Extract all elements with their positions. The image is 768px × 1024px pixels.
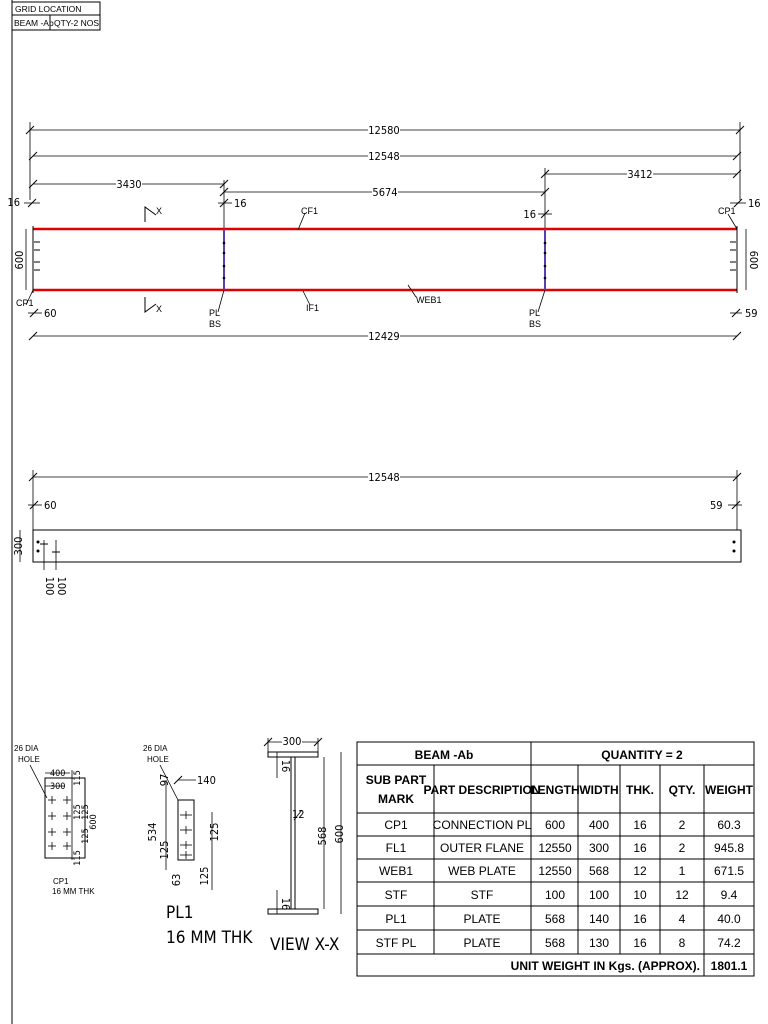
dim-left-bay: 3430 — [116, 178, 142, 191]
xx-bottom-flange — [268, 909, 318, 914]
bom-table — [357, 742, 754, 976]
dim-flange-length: 12548 — [368, 150, 400, 163]
xx-dim-web-thk: 12 — [292, 808, 305, 821]
svg-text:9.4: 9.4 — [720, 888, 738, 902]
xx-dim-bot-thk: 16 — [279, 897, 292, 911]
svg-text:100: 100 — [544, 888, 566, 902]
beam-mark-label: BEAM -Ab — [14, 18, 54, 28]
cp1-caption-2: 16 MM THK — [52, 887, 95, 896]
pl1-detail — [143, 744, 253, 948]
header-sub-part-1: SUB PART — [365, 773, 427, 787]
label-web1: WEB1 — [416, 295, 442, 305]
table-row — [376, 936, 741, 950]
pl1-dim-width: 140 — [197, 774, 216, 787]
cp1-dim-v2: 125 — [73, 804, 83, 820]
label-cf1: CF1 — [301, 206, 319, 216]
section-marker-top — [145, 207, 156, 222]
svg-text:WEB1: WEB1 — [378, 864, 414, 878]
flange-plate — [33, 530, 741, 562]
svg-text:16: 16 — [633, 912, 647, 926]
cp1-detail — [14, 744, 99, 896]
dim-stf-right: 16 — [523, 208, 536, 221]
svg-text:1: 1 — [678, 864, 686, 878]
label-cp1-bottom: CP1 — [16, 298, 34, 308]
header-weight: WEIGHT — [705, 783, 753, 797]
table-row — [385, 912, 741, 926]
dim-overall: 12580 — [368, 124, 400, 137]
flange-dim-right-end: 59 — [710, 499, 723, 512]
svg-text:12550: 12550 — [538, 841, 572, 855]
svg-text:10: 10 — [633, 888, 647, 902]
section-marker-bottom — [145, 297, 156, 312]
beam-elevation — [16, 206, 737, 329]
pl1-dim-d6: 125 — [198, 866, 211, 886]
svg-text:CONNECTION PL: CONNECTION PL — [432, 818, 532, 832]
svg-text:300: 300 — [588, 841, 610, 855]
pl1-caption-1: PL1 — [166, 903, 194, 923]
svg-text:12550: 12550 — [538, 864, 572, 878]
svg-text:100: 100 — [588, 888, 610, 902]
svg-text:568: 568 — [588, 864, 610, 878]
cp1-bolt-grid — [48, 796, 71, 850]
dim-bottom-right: 59 — [745, 307, 758, 320]
cp1-caption-1: CP1 — [53, 877, 69, 886]
svg-text:4: 4 — [678, 912, 686, 926]
svg-text:WEB PLATE: WEB PLATE — [448, 864, 516, 878]
dim-stf-left: 16 — [234, 197, 247, 210]
flange-plan-view — [12, 470, 742, 595]
svg-text:FL1: FL1 — [385, 841, 407, 855]
cp1-dim-w2: 300 — [50, 782, 66, 792]
dim-depth-right: 600 — [747, 250, 760, 270]
end-plate-bolts-left — [34, 242, 40, 270]
flange-dim-left-end: 60 — [44, 499, 57, 512]
svg-text:2: 2 — [678, 818, 686, 832]
view-xx — [264, 735, 346, 955]
svg-text:16: 16 — [633, 818, 647, 832]
cp1-dim-v6: 115 — [73, 850, 83, 866]
svg-text:16: 16 — [633, 936, 647, 950]
header-length: LENGTH — [530, 783, 580, 797]
cp1-dim-v1: 115 — [73, 770, 83, 786]
svg-text:568: 568 — [544, 936, 566, 950]
label-cp1-top: CP1 — [718, 206, 736, 216]
svg-text:12: 12 — [675, 888, 689, 902]
xx-web — [291, 757, 295, 909]
dim-end-left: 16 — [7, 196, 20, 209]
table-beam-title: BEAM -Ab — [414, 748, 474, 762]
svg-text:671.5: 671.5 — [713, 864, 745, 878]
svg-text:12: 12 — [633, 864, 647, 878]
svg-text:945.8: 945.8 — [713, 841, 745, 855]
table-footer-value: 1801.1 — [710, 959, 748, 973]
pl1-caption-2: 16 MM THK — [166, 928, 253, 948]
dim-depth-left: 600 — [13, 250, 26, 270]
label-bs-right: BS — [529, 319, 542, 329]
pl1-dim-d1: 97 — [158, 773, 171, 787]
svg-text:PL1: PL1 — [385, 912, 407, 926]
dim-end-right: 16 — [748, 197, 761, 210]
pl1-bolts — [180, 811, 192, 859]
cp1-hole-label-1: 26 DIA — [14, 744, 39, 753]
pl1-hole-label-2: HOLE — [147, 755, 169, 764]
pl1-dim-d3: 125 — [158, 840, 171, 860]
dim-web-length: 12429 — [368, 330, 400, 343]
svg-text:STF: STF — [470, 888, 494, 902]
flange-dim-length: 12548 — [368, 471, 400, 484]
pl1-dim-d2: 534 — [146, 822, 159, 842]
title-block — [12, 2, 100, 30]
pl1-hole-label-1: 26 DIA — [143, 744, 168, 753]
xx-dim-overall: 600 — [333, 824, 346, 844]
dim-mid-bay: 5674 — [372, 186, 398, 199]
svg-text:130: 130 — [588, 936, 610, 950]
xx-dim-top-thk: 16 — [279, 759, 292, 773]
cp1-dim-v3: 125 — [81, 804, 91, 820]
flange-dim-edge-b: 100 — [55, 576, 68, 596]
header-width: WIDTH — [579, 783, 619, 797]
svg-text:74.2: 74.2 — [717, 936, 741, 950]
label-pl-right: PL — [529, 308, 541, 318]
label-if1: IF1 — [306, 303, 320, 313]
qty-label: QTY-2 NOS — [54, 18, 100, 28]
xx-dim-web-depth: 568 — [316, 826, 329, 846]
cp1-dim-v4: 600 — [89, 814, 99, 830]
svg-text:PLATE: PLATE — [463, 936, 501, 950]
svg-text:PLATE: PLATE — [463, 912, 501, 926]
dim-right-bay: 3412 — [627, 168, 653, 181]
grid-location-label: GRID LOCATION — [15, 4, 82, 14]
table-row — [386, 841, 745, 855]
pl1-dim-d4: 63 — [170, 873, 183, 887]
table-footer-label: UNIT WEIGHT IN Kgs. (APPROX). — [510, 959, 700, 973]
flange-dim-edge-a: 100 — [43, 576, 56, 596]
svg-text:OUTER FLANE: OUTER FLANE — [439, 841, 525, 855]
pl1-dim-d5: 125 — [208, 822, 221, 842]
elevation-dimensions — [7, 122, 760, 343]
header-thk: THK. — [626, 783, 654, 797]
svg-text:8: 8 — [678, 936, 686, 950]
table-row — [385, 888, 738, 902]
svg-text:2: 2 — [678, 841, 686, 855]
svg-text:CP1: CP1 — [384, 818, 408, 832]
cp1-hole-label-2: HOLE — [18, 755, 40, 764]
label-bs-left: BS — [209, 319, 222, 329]
svg-text:140: 140 — [588, 912, 610, 926]
svg-text:40.0: 40.0 — [717, 912, 741, 926]
label-pl-left: PL — [209, 308, 221, 318]
cp1-dim-v5: 125 — [81, 828, 91, 844]
svg-text:60.3: 60.3 — [717, 818, 741, 832]
svg-text:568: 568 — [544, 912, 566, 926]
cp1-dim-w1: 400 — [50, 769, 66, 779]
xx-top-flange — [268, 752, 318, 757]
svg-text:16: 16 — [633, 841, 647, 855]
svg-text:600: 600 — [544, 818, 566, 832]
xx-dim-width: 300 — [282, 735, 302, 748]
table-quantity-title: QUANTITY = 2 — [601, 748, 683, 762]
section-x-bottom-label: X — [156, 304, 163, 314]
svg-text:STF PL: STF PL — [375, 936, 417, 950]
end-plate-bolts-right — [730, 242, 736, 270]
svg-text:400: 400 — [588, 818, 610, 832]
flange-dim-width: 300 — [12, 536, 25, 556]
header-description: PART DESCRIPTION — [423, 783, 541, 797]
stiffener-bolts — [223, 242, 547, 280]
xx-caption: VIEW X-X — [270, 935, 340, 955]
header-qty: QTY. — [668, 783, 696, 797]
dim-bottom-left: 60 — [44, 307, 57, 320]
svg-text:STF: STF — [384, 888, 408, 902]
section-x-top-label: X — [156, 206, 163, 216]
table-row — [384, 818, 741, 832]
header-sub-part-2: MARK — [378, 792, 414, 806]
